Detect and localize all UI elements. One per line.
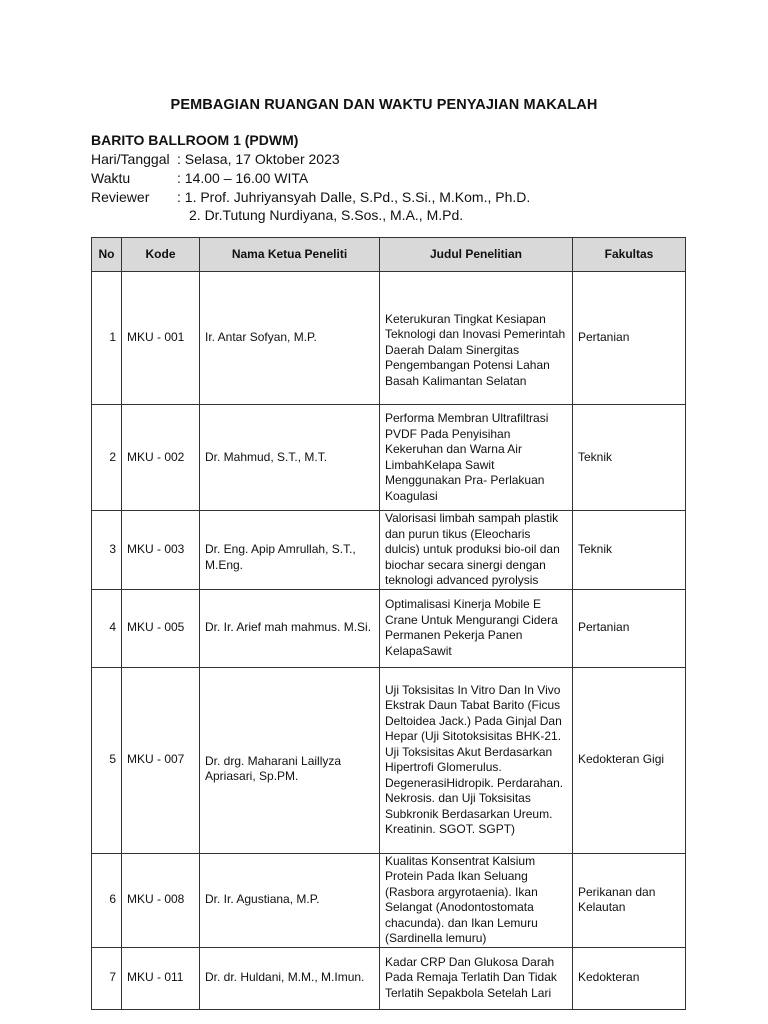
cell-nama: Dr. drg. Maharani Laillyza Apriasari, Sp.PM. <box>200 667 380 853</box>
cell-nama: Dr. Ir. Arief mah mahmus. M.Si. <box>200 589 380 667</box>
cell-kode: MKU - 003 <box>122 511 200 590</box>
header-nama: Nama Ketua Peneliti <box>200 238 380 272</box>
cell-fakultas: Teknik <box>573 511 686 590</box>
table-row <box>92 405 686 511</box>
cell-no: 3 <box>92 511 122 590</box>
table-row <box>92 511 686 590</box>
cell-no: 4 <box>92 589 122 667</box>
cell-fakultas: Pertanian <box>573 272 686 405</box>
table-header-row <box>92 238 686 272</box>
cell-judul: Performa Membran Ultrafiltrasi PVDF Pada Penyisihan Kekeruhan dan Warna Air LimbahKelapa Sawit Menggunakan Pra- Perlakuan Koagulasi <box>380 405 573 511</box>
reviewer-2: 2. Dr.Tutung Nurdiyana, S.Sos., M.A., M.Pd. <box>189 207 464 223</box>
reviewer-label: Reviewer <box>91 189 150 205</box>
cell-kode: MKU - 011 <box>122 947 200 1009</box>
cell-no: 2 <box>92 405 122 511</box>
cell-fakultas: Kedokteran <box>573 947 686 1009</box>
cell-kode: MKU - 002 <box>122 405 200 511</box>
cell-fakultas: Teknik <box>573 405 686 511</box>
table-row <box>92 272 686 405</box>
cell-no: 7 <box>92 947 122 1009</box>
date-line <box>91 150 340 168</box>
cell-kode: MKU - 001 <box>122 272 200 405</box>
header-kode: Kode <box>122 238 200 272</box>
table-row <box>92 947 686 1009</box>
table-row <box>92 589 686 667</box>
cell-kode: MKU - 007 <box>122 667 200 853</box>
table-row <box>92 667 686 853</box>
cell-nama: Dr. Ir. Agustiana, M.P. <box>200 853 380 947</box>
cell-fakultas: Kedokteran Gigi <box>573 667 686 853</box>
cell-nama: Dr. Eng. Apip Amrullah, S.T., M.Eng. <box>200 511 380 590</box>
table-row <box>92 853 686 947</box>
time-line <box>91 169 308 187</box>
date-label: Hari/Tanggal <box>91 151 170 167</box>
cell-judul: Uji Toksisitas In Vitro Dan In Vivo Ekstrak Daun Tabat Barito (Ficus Deltoidea Jack.) Pada Ginjal Dan Hepar (Uji Sitotoksisitas BHK-21. Uji Toksisitas Akut Berdasarkan Hipertrofi Glomerulus. DegenerasiHidropik. Perdarahan. Nekrosis. dan Uji Toksisitas Subkronik Berdasarkan Ureum. Kreatinin. SGOT. SGPT) <box>380 667 573 853</box>
document-title: PEMBAGIAN RUANGAN DAN WAKTU PENYAJIAN MAKALAH <box>170 97 598 113</box>
cell-kode: MKU - 008 <box>122 853 200 947</box>
date-value: : Selasa, 17 Oktober 2023 <box>177 151 340 167</box>
cell-judul: Valorisasi limbah sampah plastik dan purun tikus (Eleocharis dulcis) untuk produksi bio-oil dan biochar secara sinergi dengan teknologi advanced pyrolysis <box>380 511 573 590</box>
time-label: Waktu <box>91 170 131 186</box>
schedule-table <box>91 237 686 1010</box>
cell-nama: Dr. dr. Huldani, M.M., M.Imun. <box>200 947 380 1009</box>
room-title: BARITO BALLROOM 1 (PDWM) <box>91 132 299 148</box>
cell-judul: Optimalisasi Kinerja Mobile E Crane Untuk Mengurangi Cidera Permanen Pekerja Panen KelapaSawit <box>380 589 573 667</box>
cell-nama: Ir. Antar Sofyan, M.P. <box>200 272 380 405</box>
cell-fakultas: Pertanian <box>573 589 686 667</box>
cell-kode: MKU - 005 <box>122 589 200 667</box>
cell-judul: Keterukuran Tingkat Kesiapan Teknologi dan Inovasi Pemerintah Daerah Dalam Sinergitas Pengembangan Potensi Lahan Basah Kalimantan Selatan <box>380 272 573 405</box>
cell-no: 6 <box>92 853 122 947</box>
header-fakultas: Fakultas <box>573 238 686 272</box>
cell-judul: Kadar CRP Dan Glukosa Darah Pada Remaja Terlatih Dan Tidak Terlatih Sepakbola Setelah Lari <box>380 947 573 1009</box>
cell-fakultas: Perikanan dan Kelautan <box>573 853 686 947</box>
header-judul: Judul Penelitian <box>380 238 573 272</box>
time-value: : 14.00 – 16.00 WITA <box>177 170 309 186</box>
cell-nama: Dr. Mahmud, S.T., M.T. <box>200 405 380 511</box>
reviewer-line <box>91 188 530 206</box>
cell-no: 1 <box>92 272 122 405</box>
header-no: No <box>92 238 122 272</box>
cell-judul: Kualitas Konsentrat Kalsium Protein Pada Ikan Seluang (Rasbora argyrotaenia). Ikan Selangat (Anodontostomata chacunda). dan Ikan Lemuru (Sardinella lemuru) <box>380 853 573 947</box>
reviewer-1: : 1. Prof. Juhriyansyah Dalle, S.Pd., S.Si., M.Kom., Ph.D. <box>177 189 531 205</box>
cell-no: 5 <box>92 667 122 853</box>
